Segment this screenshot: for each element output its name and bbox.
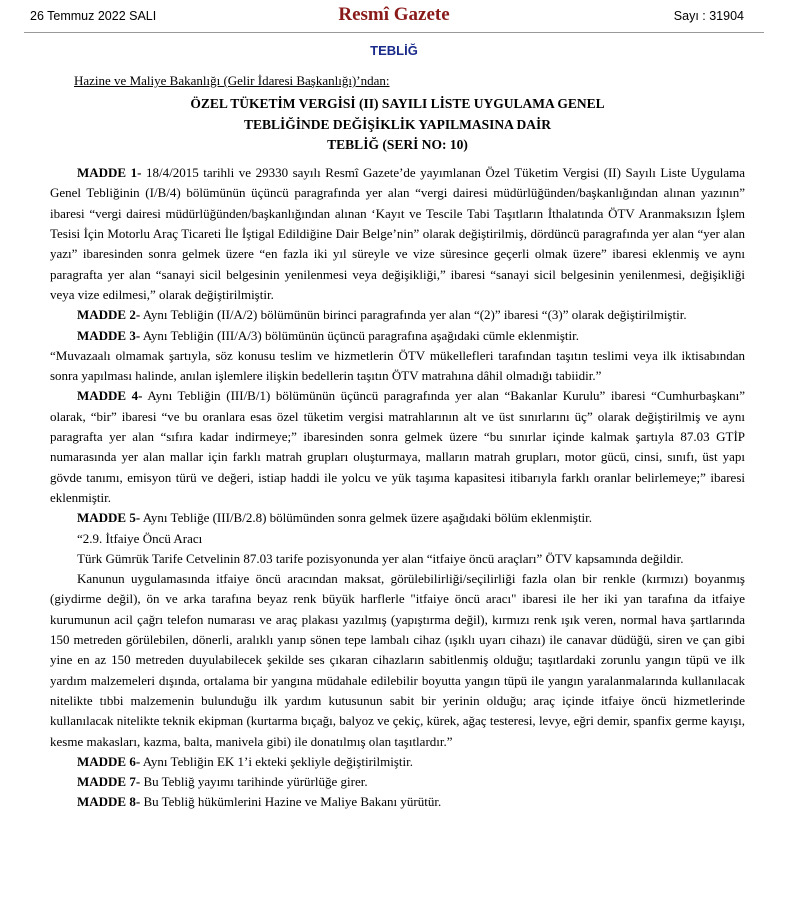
madde-2 (50, 305, 745, 325)
madde-text: Bu Tebliğ yayımı tarihinde yürürlüğe girer. (143, 774, 368, 790)
gazette-header (0, 0, 788, 36)
madde-6 (50, 752, 745, 772)
madde-3 (50, 326, 745, 346)
madde-label: MADDE 4- (77, 388, 143, 404)
madde-label: MADDE 1- (77, 165, 142, 181)
section-title: TEBLİĞ (370, 43, 418, 58)
document-body (50, 71, 745, 813)
header-date: 26 Temmuz 2022 SALI (30, 9, 157, 23)
madde-label: MADDE 3- (77, 327, 141, 343)
madde-1 (50, 163, 745, 305)
gazette-name: Resmî Gazete (338, 4, 450, 25)
title-line-1: ÖZEL TÜKETİM VERGİSİ (II) SAYILI LİSTE UYGULAMA GENEL (190, 96, 605, 112)
madde-text: 18/4/2015 tarihli ve 29330 sayılı Resmî Gazete’de yayımlanan Özel Tüketim Vergisi (II) Sayılı Liste Uygulama Genel Tebliğinin (I/B/4) bölümünün üçüncü paragrafında yer alan “vergi dairesi müdürlüğünden/başkanlığından alınan yazının” ibaresi “vergi dairesi müdürlüğünden/başkanlığından alınan ‘Kayıt ve Tescile Tabi Taşıtların İthalatında ÖTV Aranmaksızın İşlem Tesisi İçin Motorlu Araç Ticareti İle İştigal Edildiğine Dair Belge’nin” olarak değiştirilmiş, dördüncü paragrafında yer alan “yer alan yazı” ibaresinden sonra gelmek üzere “en fazla iki yıl süreyle ve vize süresince geçerli olmak üzere” ibaresi eklenmiş ve aynı paragrafta yer alan “sanayi sicil belgesinin yenilenmesi veya değişikliği,” ibaresi “sanayi sicil belgesinin yenilenmesi, değişikliği veya vize edilmesi,” olarak değiştirilmiştir. (50, 165, 746, 302)
madde-4 (50, 386, 745, 508)
madde-text: Aynı Tebliğin EK 1’i ekteki şekliyle değiştirilmiştir. (142, 753, 413, 769)
madde-8 (50, 792, 745, 812)
madde-label: MADDE 5- (77, 510, 141, 526)
title-line-3: TEBLİĞ (SERİ NO: 10) (327, 136, 468, 152)
header-divider (24, 32, 764, 33)
section-29-paragraph-2: Kanunun uygulamasında itfaiye öncü aracından maksat, görülebilirliği/seçilirliği fazla olan bir renkle (kırmızı) boyanmış (giydirme değil), ön ve arka tarafına beyaz renk büyük harflerle "itfaiye öncü aracı" ibaresi ile her iki yan tarafına da itfaiye kurumunun acil çağrı telefon numarası ve araç plakası yazılmış (yapıştırma değil), kırmızı renk ışık veren, normal hava şartlarında 150 metreden görülebilen, dönerli, aralıklı yanıp sönen tepe lambalı cihaz (ışıklı uyarı cihazı) ile canavar düdüğü, siren ve çan gibi yine en az 150 metreden duyulabilecek şekilde ses çıkaran cihazların sabitlenmiş olduğu; taşıtlardaki zorunlu yangın tüpü ve ilk yardım malzemeleri dışında, ortalama bir yangına müdahale edilebilir boyutta yangın tüpü ile yangın yaralanmalarında kullanılacak nitelikte tıbbi malzemenin bulunduğu ilk yardım kutusunun sabit bir yerinin olduğu; araç içinde itfaiye öncü hizmetlerinde kullanılacak nitelikte teknik ekipman (kurtarma bıçağı, balyoz ve çekiç, kürek, ağaç testeresi, levye, eğri demir, spanfix germe kayışı, kesme makasları, kazma, balta, manivela gibi) ile donatılmış olan taşıtlardır.” (50, 571, 745, 749)
madde-label: MADDE 7- (77, 774, 141, 790)
madde-5 (50, 508, 745, 528)
madde-text: Bu Tebliğ hükümlerini Hazine ve Maliye Bakanı yürütür. (143, 794, 442, 810)
madde-7 (50, 772, 745, 792)
madde-label: MADDE 8- (77, 794, 141, 810)
madde-label: MADDE 6- (77, 753, 141, 769)
madde-text: Aynı Tebliğin (III/A/3) bölümünün üçüncü paragrafına aşağıdaki cümle eklenmiştir. (142, 327, 580, 343)
issue-number: Sayı : 31904 (673, 9, 744, 23)
madde-3-quote: “Muvazaalı olmamak şartıyla, söz konusu teslim ve hizmetlerin ÖTV mükellefleri tarafından taşıtın teslimi veya ilk iktisabından sonra yapılması halinde, anılan işlemlere ilişkin bedellerin taşıtın ÖTV matrahına dâhil olmadığı tabiidir.” (50, 347, 745, 384)
issuer-line: Hazine ve Maliye Bakanlığı (Gelir İdaresi Başkanlığı)’ndan: (74, 73, 390, 88)
madde-text: Aynı Tebliğe (III/B/2.8) bölümünden sonra gelmek üzere aşağıdaki bölüm eklenmiştir. (142, 510, 593, 526)
madde-label: MADDE 2- (77, 307, 141, 323)
madde-text: Aynı Tebliğin (II/A/2) bölümünün birinci paragrafında yer alan “(2)” ibaresi “(3)” olarak değiştirilmiştir. (142, 307, 687, 323)
section-29-paragraph-1: Türk Gümrük Tarife Cetvelinin 87.03 tarife pozisyonunda yer alan “itfaiye öncü araçları” ÖTV kapsamında değildir. (77, 550, 684, 566)
madde-text: Aynı Tebliğin (III/B/1) bölümünün üçüncü paragrafında yer alan “Bakanlar Kurulu” ibaresi “Cumhurbaşkanı” olarak, “bir” ibaresi “ve bu oranlara esas özel tüketim vergisi matrahlarının alt ve üst sınırlarını üç” olarak değiştirilmiş ve aynı paragrafta yer alan “sıfıra kadar indirmeye;” ibaresinden sonra gelmek üzere “bu sınırlar içinde kalmak şartıyla 87.03 GTİP numarasında yer alan mallar için farklı matrah grupları oluşturmaya, malların matrah grupları, motor gücü, cinsi, sınıfı, üst yapı gövde tanımı, emisyon türü ve değeri, istiap haddi ile yolcu ve yük taşıma kapasitesi itibarıyla farklı oranlar belirlemeye;” ibaresi eklenmiştir. (50, 388, 745, 505)
title-line-2: TEBLİĞİNDE DEĞİŞİKLİK YAPILMASINA DAİR (244, 116, 551, 132)
section-29-heading: “2.9. İtfaiye Öncü Aracı (77, 530, 203, 546)
